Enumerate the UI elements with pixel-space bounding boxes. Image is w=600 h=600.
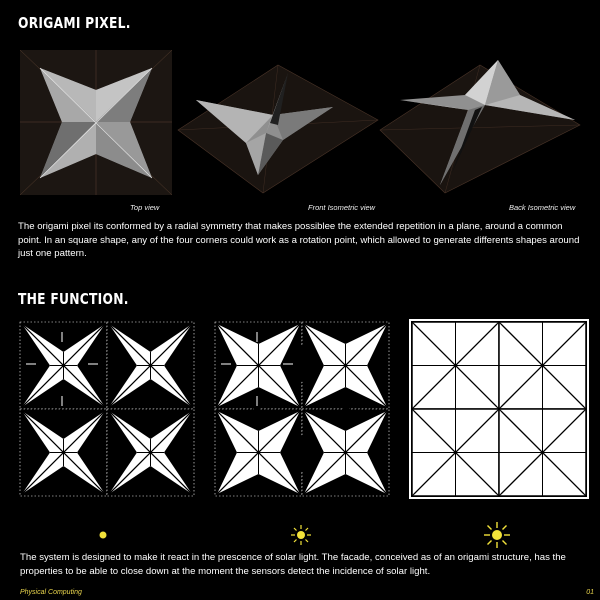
footer-page-number: 01 — [586, 589, 594, 596]
origami-front-isometric-view — [178, 55, 378, 195]
sun-medium-icon — [290, 524, 312, 546]
caption-front-isometric: Front Isometric view — [308, 203, 376, 212]
footer-course-label: Physical Computing — [20, 589, 82, 596]
function-panel-half-closed — [213, 320, 391, 498]
section-title-function: THE FUNCTION. — [18, 290, 129, 308]
caption-back-isometric: Back Isometric view — [509, 203, 576, 212]
origami-top-view — [20, 50, 172, 195]
section-title-origami-pixel: ORIGAMI PIXEL. — [18, 14, 131, 32]
function-panel-open — [18, 320, 196, 498]
function-panel-closed — [410, 320, 588, 498]
function-description: The system is designed to make it react in the prescence of solar light. The facade, conceived as of an origami structure, has the properties to be able to close down at the moment the sensors detect the incidence of solar light. — [20, 552, 566, 577]
origami-description: The origami pixel its conformed by a radial symmetry that makes possiblee the extended repetition in a plane, around a common point. In an square shape, any of the four corners could work as a rotation point, which allowed to generate differents shapes around just one pattern. — [18, 221, 580, 259]
origami-back-isometric-view — [380, 55, 580, 195]
sun-bright-icon — [484, 522, 510, 548]
sun-dot-icon — [98, 530, 108, 540]
caption-top-view: Top view — [130, 203, 160, 212]
